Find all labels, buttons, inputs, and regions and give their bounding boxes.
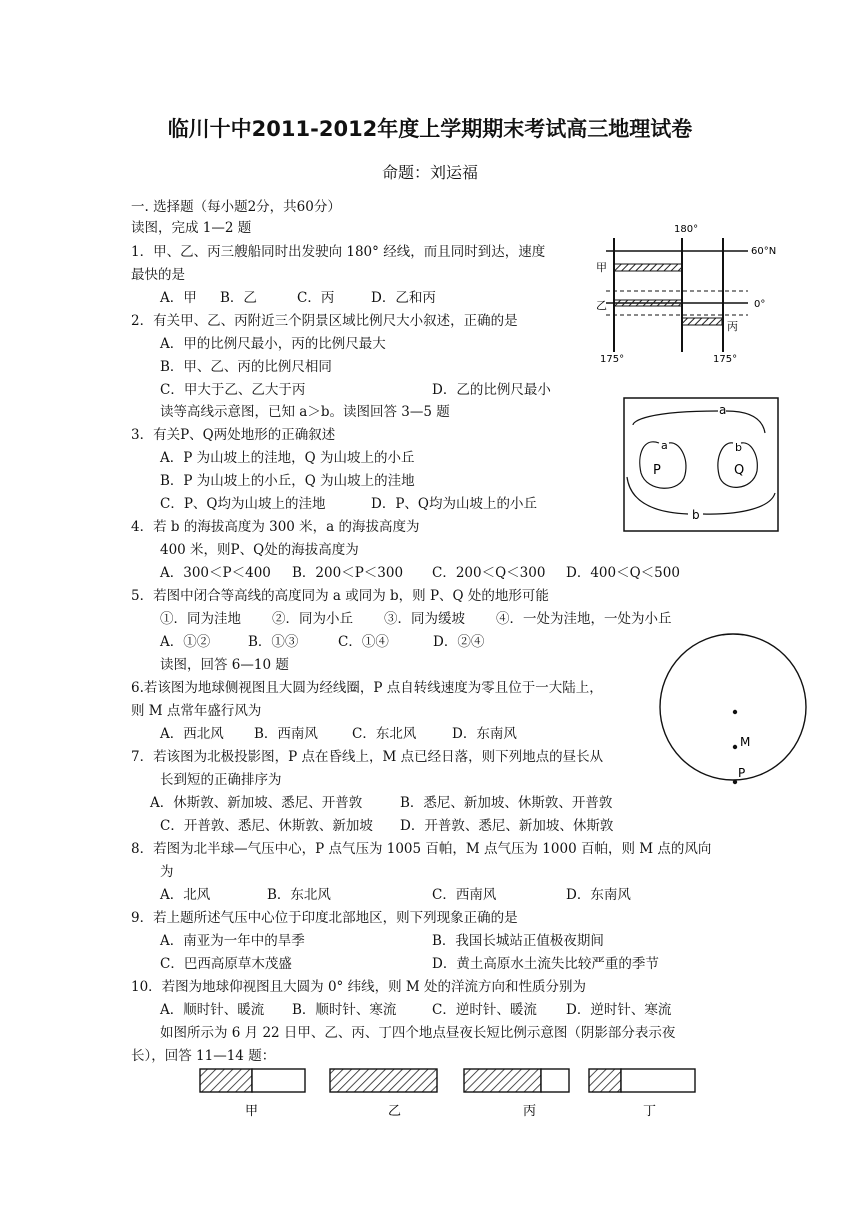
- q2-option-d: D．乙的比例尺最小: [432, 382, 551, 398]
- label-contour-b: b: [692, 508, 700, 522]
- label-yi: 乙: [596, 299, 607, 312]
- q3-option-c: C．P、Q均为山坡上的洼地: [160, 496, 326, 512]
- q7-option-b: B．悉尼、新加坡、休斯敦、开普敦: [400, 795, 613, 811]
- intro-11-14: 如图所示为 6 月 22 日甲、乙、丙、丁四个地点昼夜长短比例示意图（阴影部分表示夜: [160, 1025, 676, 1041]
- q1-option-d: D．乙和丙: [371, 290, 436, 306]
- q8-option-c: C．西南风: [432, 887, 497, 903]
- ship-yi-area: [614, 300, 682, 306]
- q1-option-b: B．乙: [220, 290, 257, 306]
- q6-option-b: B．西南风: [254, 726, 318, 742]
- label-jia: 甲: [596, 261, 607, 274]
- label-175-right: 175°: [713, 354, 738, 365]
- q6-stem-cont: 则 M 点常年盛行风为: [131, 703, 262, 719]
- bar-bing: [464, 1069, 569, 1092]
- q3-option-a: A．P 为山坡上的洼地，Q 为山坡上的小丘: [160, 450, 415, 466]
- q7-stem: 7．若该图为北极投影图，P 点在昏线上，M 点已经日落，则下列地点的昼长从: [131, 749, 604, 765]
- author-line: 命题：刘运福: [381, 163, 478, 182]
- label-closed-a: a: [661, 439, 668, 452]
- q8-option-a: A．北风: [160, 887, 211, 903]
- q8-option-d: D．东南风: [566, 887, 631, 903]
- label-p: P: [738, 766, 746, 780]
- q6-option-c: C．东北风: [352, 726, 417, 742]
- q5-statement-1: ①．同为洼地: [160, 611, 241, 627]
- label-175-left: 175°: [600, 354, 625, 365]
- q8-stem: 8．若图为北半球—气压中心，P 点气压为 1005 百帕，M 点气压为 1000 百帕，则 M 点的风向: [131, 841, 712, 857]
- q5-option-a: A．①②: [160, 634, 211, 650]
- label-bing: 丙: [727, 320, 738, 333]
- q10-option-d: D．逆时针、寒流: [566, 1002, 672, 1018]
- q7-option-d: D．开普敦、悉尼、新加坡、休斯敦: [400, 818, 614, 834]
- q3-stem: 3．有关P、Q两处地形的正确叙述: [131, 427, 336, 443]
- q9-stem: 9．若上题所述气压中心位于印度北部地区，则下列现象正确的是: [131, 910, 518, 926]
- bar-jia: [200, 1069, 305, 1092]
- intro-1-2: 读图，完成 1—2 题: [131, 220, 252, 236]
- q2-option-a: A．甲的比例尺最小，丙的比例尺最大: [160, 336, 386, 352]
- q5-stem: 5．若图中闭合等高线的高度同为 a 或同为 b，则 P、Q 处的地形可能: [131, 588, 549, 604]
- label-p: P: [653, 463, 661, 478]
- figure-day-night-bars: [195, 1064, 705, 1124]
- q9-option-b: B．我国长城站正值极夜期间: [432, 933, 604, 949]
- label-q: Q: [734, 463, 745, 478]
- label-0: 0°: [754, 299, 766, 310]
- q3-option-b: B．P 为山坡上的小丘，Q 为山坡上的洼地: [160, 473, 415, 489]
- page-title: 临川十中2011-2012年度上学期期末考试高三地理试卷: [167, 117, 693, 141]
- point-m: [733, 745, 737, 749]
- q4-option-a: A．300＜P＜400: [160, 565, 271, 581]
- q8-stem-cont: 为: [160, 864, 174, 880]
- q9-option-c: C．巴西高原草木茂盛: [160, 956, 292, 972]
- q10-option-b: B．顺时针、寒流: [292, 1002, 397, 1018]
- q4-stem: 4．若 b 的海拔高度为 300 米，a 的海拔高度为: [131, 519, 420, 535]
- q2-option-b: B．甲、乙、丙的比例尺相同: [160, 359, 332, 375]
- q1-option-a: A．甲: [160, 290, 197, 306]
- q10-option-a: A．顺时针、暖流: [160, 1002, 265, 1018]
- label-ding: 丁: [643, 1104, 657, 1119]
- center-point: [733, 710, 737, 714]
- q5-option-d: D．②④: [433, 634, 485, 650]
- label-yi: 乙: [388, 1104, 402, 1119]
- bar-ding: [589, 1069, 695, 1092]
- figure-contour-map: [623, 397, 779, 533]
- q6-option-d: D．东南风: [452, 726, 517, 742]
- ship-jia-area: [614, 264, 682, 271]
- bar-yi: [330, 1069, 437, 1092]
- q2-stem: 2．有关甲、乙、丙附近三个阴景区域比例尺大小叙述，正确的是: [131, 313, 518, 329]
- contour-b-bottom: [627, 477, 775, 514]
- q3-option-d: D．P、Q均为山坡上的小丘: [371, 496, 537, 512]
- label-jia: 甲: [245, 1104, 259, 1119]
- section-heading: 一. 选择题（每小题2分，共60分）: [131, 199, 341, 215]
- q6-stem: 6.若该图为地球侧视图且大圆为经线圈，P 点自转线速度为零且位于一大陆上，: [131, 680, 603, 696]
- q9-option-a: A．南亚为一年中的旱季: [160, 933, 305, 949]
- q7-option-a: A．休斯敦、新加坡、悉尼、开普敦: [150, 795, 363, 811]
- q5-statement-4: ④．一处为洼地，一处为小丘: [496, 611, 672, 627]
- q7-stem-cont: 长到短的正确排序为: [160, 772, 282, 788]
- q4-option-d: D．400＜Q＜500: [566, 565, 680, 581]
- q10-option-c: C．逆时针、暖流: [432, 1002, 537, 1018]
- contour-a-top: [633, 411, 765, 433]
- label-180: 180°: [674, 224, 699, 235]
- label-60n: 60°N: [751, 246, 776, 257]
- q6-option-a: A．西北风: [160, 726, 224, 742]
- q5-statement-2: ②．同为小丘: [272, 611, 353, 627]
- q7-option-c: C．开普敦、悉尼、休斯敦、新加坡: [160, 818, 373, 834]
- q10-stem: 10．若图为地球仰视图且大圆为 0° 纬线，则 M 处的洋流方向和性质分别为: [131, 979, 587, 995]
- q4-option-b: B．200＜P＜300: [292, 565, 404, 581]
- q1-stem: 1．甲、乙、丙三艘船同时出发驶向 180° 经线，而且同时到达，速度: [131, 244, 546, 260]
- intro-11-14-cont: 长），回答 11—14 题：: [131, 1048, 276, 1064]
- ship-bing-area: [682, 318, 722, 325]
- q4-stem-cont: 400 米，则P、Q处的海拔高度为: [160, 542, 359, 558]
- q9-option-d: D．黄土高原水土流失比较严重的季节: [432, 956, 659, 972]
- q8-option-b: B．东北风: [267, 887, 331, 903]
- q1-option-c: C．丙: [297, 290, 335, 306]
- point-p: [733, 780, 737, 784]
- label-closed-b: b: [735, 441, 742, 454]
- great-circle: [660, 634, 806, 780]
- figure-circle: [655, 630, 811, 790]
- label-contour-a: a: [719, 403, 727, 417]
- label-m: M: [740, 735, 751, 749]
- figure-meridian-ships: [596, 218, 776, 366]
- q5-option-c: C．①④: [338, 634, 389, 650]
- q4-option-c: C．200＜Q＜300: [432, 565, 546, 581]
- label-bing: 丙: [523, 1104, 537, 1119]
- q5-option-b: B．①③: [248, 634, 299, 650]
- q2-option-c: C．甲大于乙、乙大于丙: [160, 382, 306, 398]
- q5-statement-3: ③．同为缓坡: [384, 611, 465, 627]
- q1-stem-cont: 最快的是: [131, 267, 185, 283]
- intro-6-10: 读图，回答 6—10 题: [160, 657, 289, 673]
- intro-3-5: 读等高线示意图，已知 a＞b。读图回答 3—5 题: [160, 404, 450, 420]
